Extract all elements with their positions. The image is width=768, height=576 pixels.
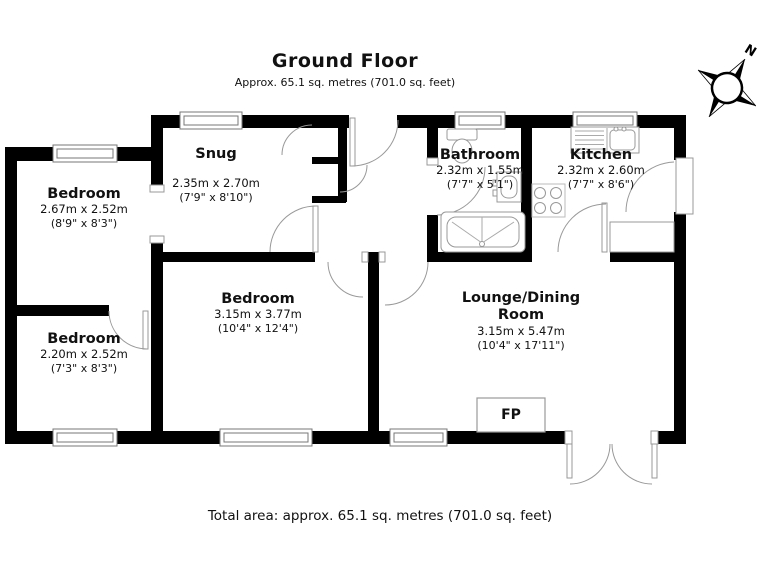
room-name: Bathroom [439,147,521,163]
room-metric: 2.67m x 2.52m [40,202,128,217]
room-label-snug [172,146,260,204]
total-area-text: Total area: approx. 65.1 sq. metres (701.0 sq. feet) [207,508,553,524]
room-imperial: (7'3" x 8'3") [50,362,118,376]
room-imperial: (10'4" x 17'11") [477,338,565,352]
room-metric: 2.32m x 1.55m [436,163,524,178]
room-metric: 2.20m x 2.52m [40,347,128,362]
room-label-bathroom [436,147,524,191]
room-metric: 3.15m x 3.77m [214,307,302,322]
room-name: Kitchen [569,147,633,163]
bathtub-icon [441,212,525,252]
room-metric: 3.15m x 5.47m [477,323,565,338]
room-label-bedroom-bottom-left [40,331,128,375]
room-metric: 2.32m x 2.60m [557,163,645,178]
page-title: Ground Floor [271,50,419,72]
room-label-lounge-dining [446,290,596,352]
room-name: Bedroom [221,291,295,307]
room-imperial: (7'7" x 5'1") [446,178,514,192]
compass-north-label: N [741,41,759,61]
room-imperial: (7'9" x 8'10") [179,191,253,205]
page-subtitle: Approx. 65.1 sq. metres (701.0 sq. feet) [234,76,456,89]
room-imperial: (8'9" x 8'3") [50,217,118,231]
room-metric: 2.35m x 2.70m [172,176,260,191]
room-name: Snug [195,146,237,162]
fireplace-label: FP [501,407,521,423]
room-imperial: (7'7" x 8'6") [567,178,635,192]
room-label-kitchen [557,147,645,191]
room-imperial: (10'4" x 12'4") [217,322,299,336]
kitchen-counter [610,222,674,252]
room-label-bedroom-middle [214,291,302,335]
room-name: Lounge/Dining Room [461,290,581,324]
compass-icon [680,27,768,135]
room-label-bedroom-top-left [40,186,128,230]
room-name: Bedroom [47,186,121,202]
room-name: Bedroom [47,331,121,347]
